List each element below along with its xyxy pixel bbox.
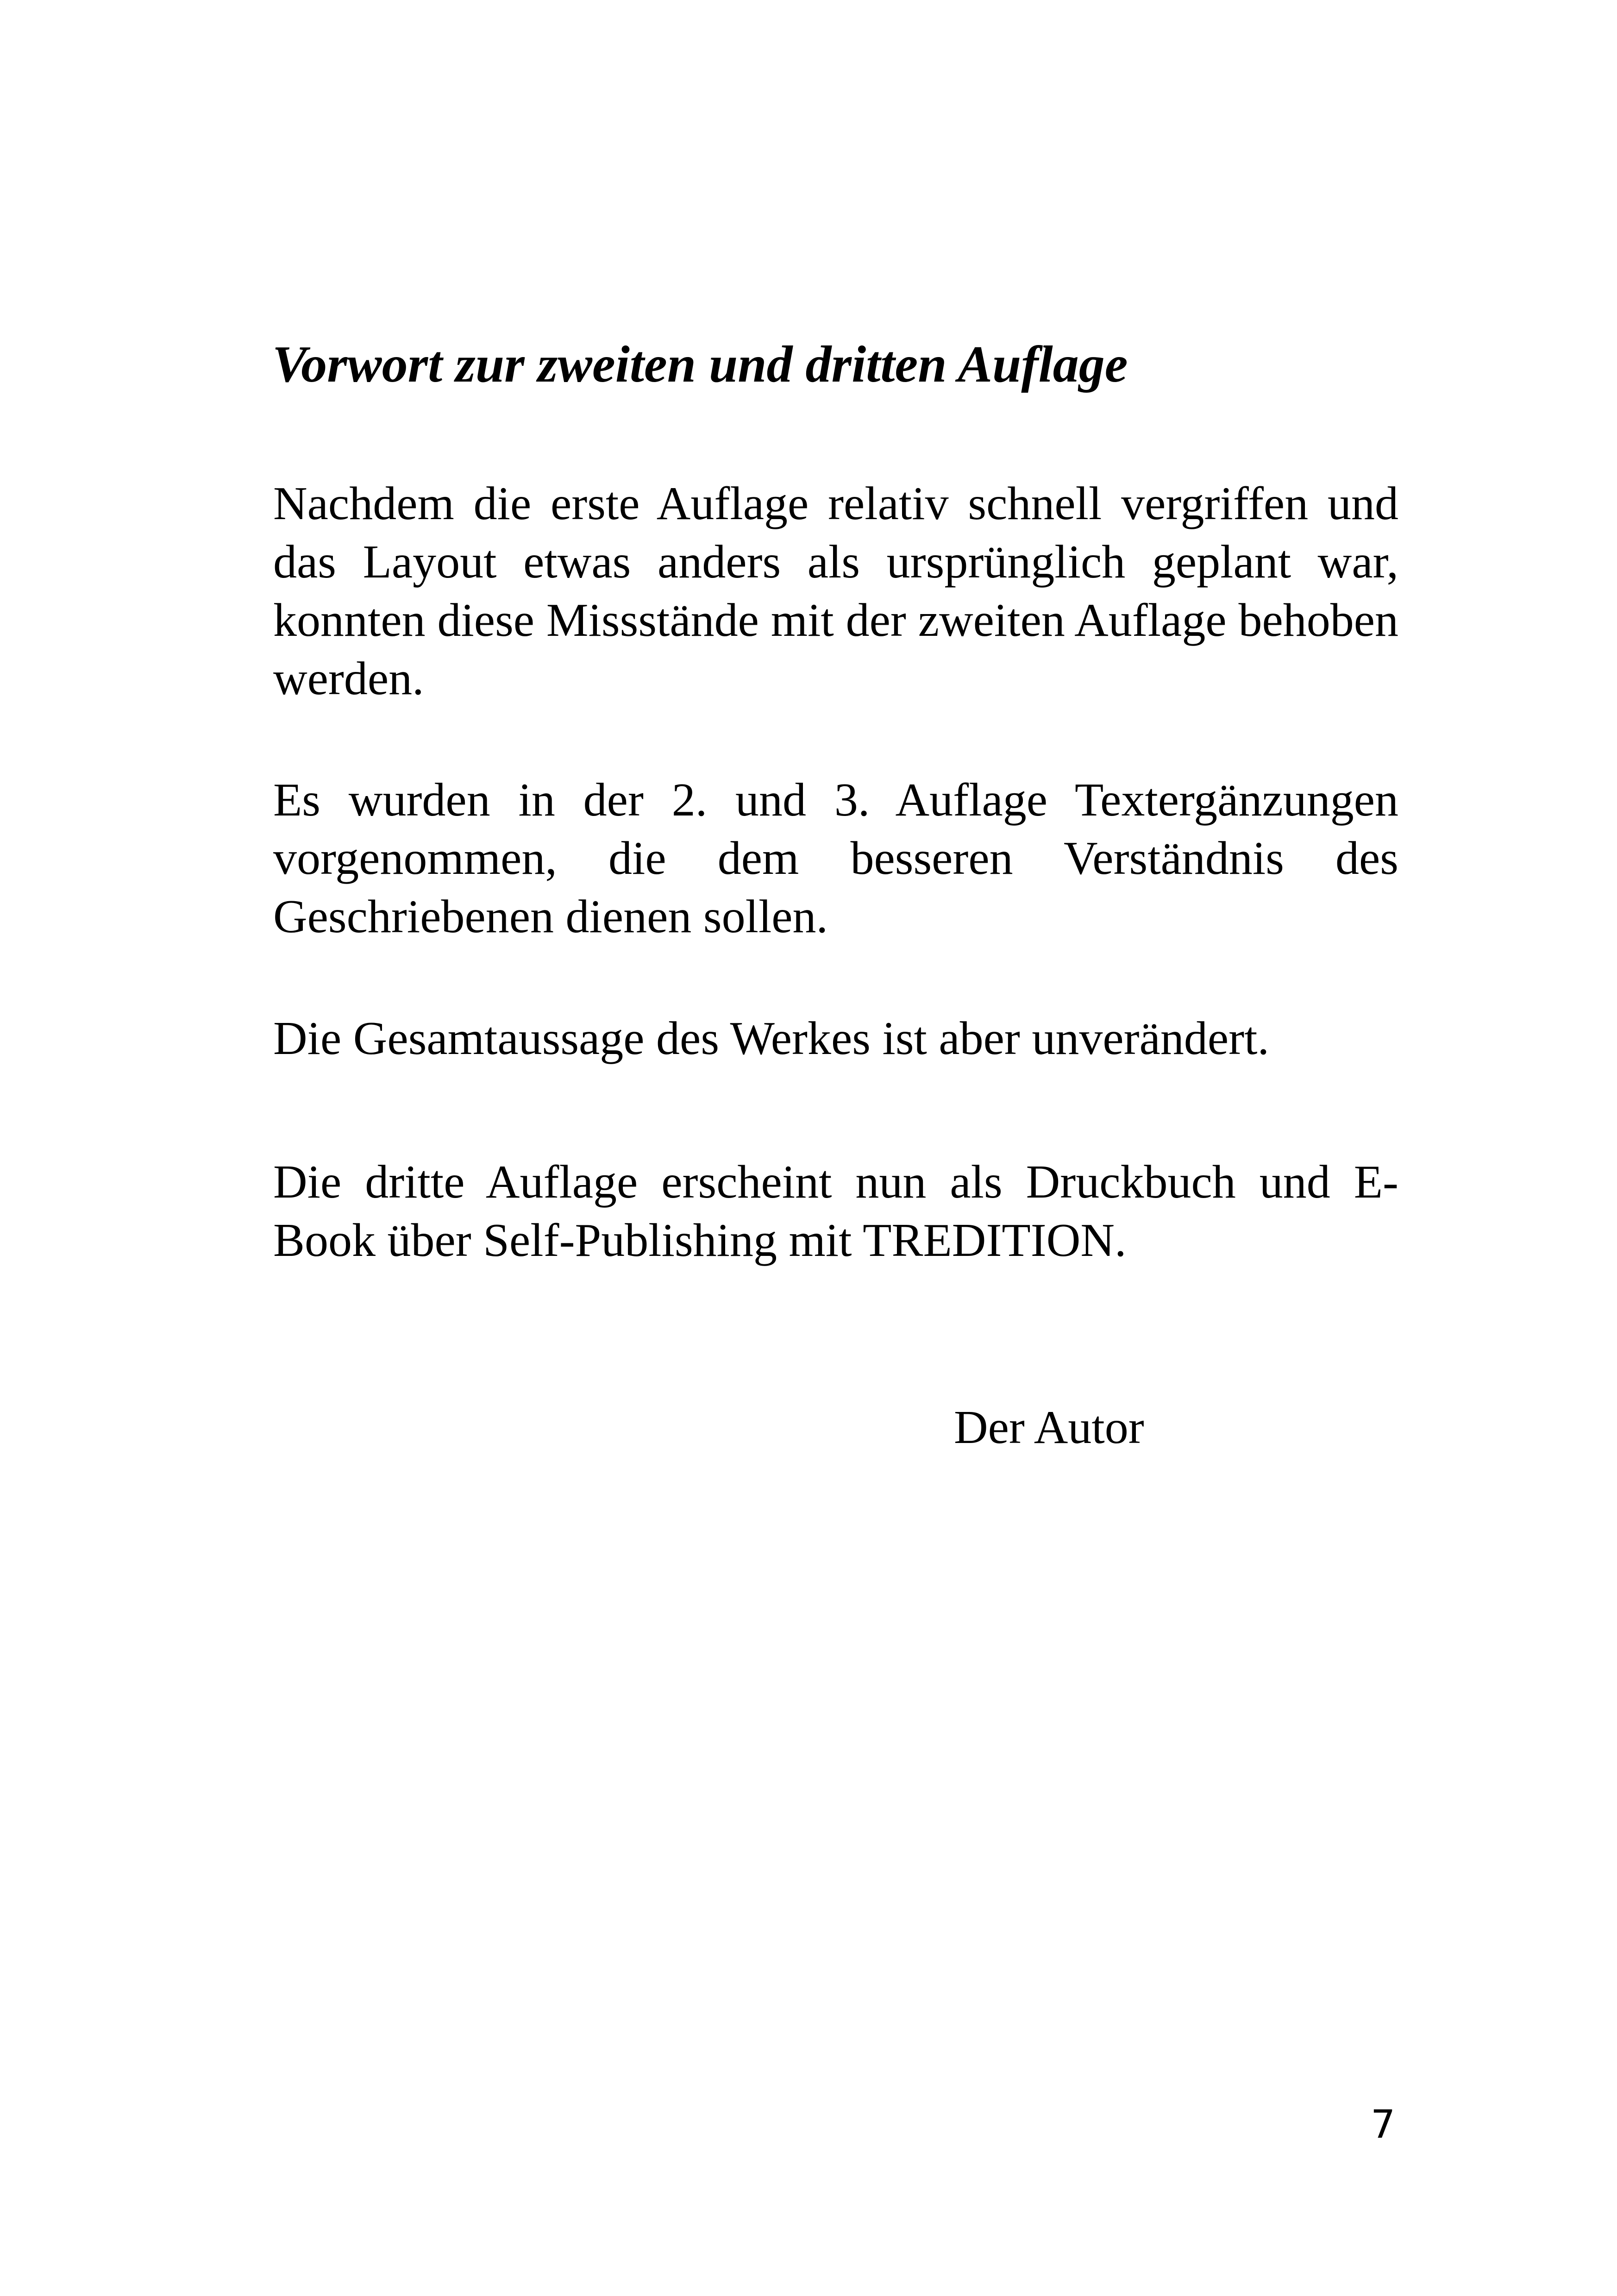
paragraph-text-additions: Es wurden in der 2. und 3. Auflage Textergänzungen vorgenommen, die dem besseren Verständnis des Geschriebenen dienen sollen. (273, 774, 1398, 943)
page-number: 7 (1371, 2102, 1396, 2147)
author-signature: Der Autor (954, 1401, 1144, 1454)
paragraph-third-edition: Die dritte Auflage erscheint nun als Druckbuch und E-Book über Self-Publishing mit TREDITION. (273, 1156, 1398, 1267)
paragraph-overall-message: Die Gesamtaussage des Werkes ist aber unverändert. (273, 1012, 1269, 1065)
chapter-title: Vorwort zur zweiten und dritten Auflage (272, 336, 1128, 393)
paragraph-first-edition: Nachdem die erste Auflage relativ schnell vergriffen und das Layout etwas anders als ursprünglich geplant war, konnten diese Missstände mit der zweiten Auflage behoben werden. (273, 477, 1398, 705)
